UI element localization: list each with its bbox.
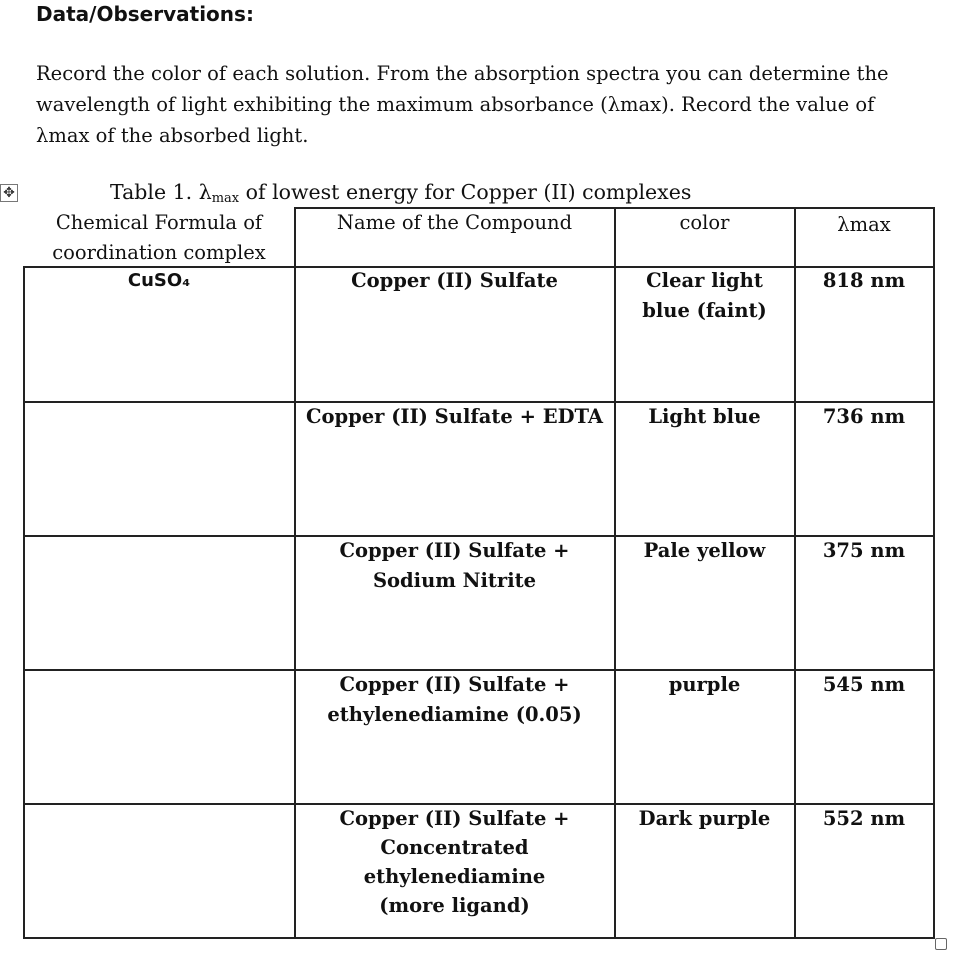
row1-lmax: 818 nm — [822, 269, 906, 292]
row3-color-line: Pale yellow — [643, 539, 766, 562]
header-formula-line2: coordination complex — [52, 241, 266, 264]
table-border-bottom — [23, 937, 935, 939]
caption-subscript: max — [211, 191, 240, 206]
row2-name-line: Copper (II) Sulfate + EDTA — [305, 405, 604, 428]
row3-name-line: Sodium Nitrite — [372, 569, 537, 592]
row4-name-line: Copper (II) Sulfate + — [339, 673, 570, 696]
row5-name-line: Concentrated — [380, 836, 529, 859]
row2-color — [615, 402, 794, 432]
row1-color — [615, 266, 794, 326]
row5-name-line: ethylenediamine — [363, 865, 546, 888]
row3-lmax: 375 nm — [822, 539, 906, 562]
row5-name-line: (more ligand) — [379, 894, 530, 917]
row4-name-line: ethylenediamine (0.05) — [327, 703, 582, 726]
row2-color-line: Light blue — [648, 405, 761, 428]
row5-color-line: Dark purple — [638, 807, 771, 830]
row5-name — [295, 804, 614, 920]
row1-color-line: blue (faint) — [642, 299, 767, 322]
header-name: Name of the Compound — [336, 211, 573, 234]
table-border-right — [933, 207, 935, 939]
header-formula-line1: Chemical Formula of — [55, 211, 263, 234]
caption-suffix: of lowest energy for Copper (II) complexes — [239, 180, 692, 204]
instructions-paragraph: Record the color of each solution. From the absorption spectra you can determine the wavelength of light exhibiting the maximum absorbance (λmax). Record the value of λmax of the absorbed light. — [36, 62, 889, 147]
row1-name — [295, 266, 614, 296]
row3-name-line: Copper (II) Sulfate + — [339, 539, 570, 562]
section-heading: Data/Observations: — [36, 2, 254, 26]
header-color: color — [679, 211, 730, 234]
row5-name-line: Copper (II) Sulfate + — [339, 807, 570, 830]
row1-name-line: Copper (II) Sulfate — [351, 269, 558, 292]
row1-color-line: Clear light — [646, 269, 763, 292]
row1-formula: CuSO₄ — [127, 270, 191, 291]
resize-handle-icon[interactable] — [935, 938, 947, 950]
row2-name — [295, 402, 614, 432]
row2-lmax: 736 nm — [822, 405, 906, 428]
row4-lmax: 545 nm — [822, 673, 906, 696]
caption-prefix: Table 1. λ — [110, 180, 212, 204]
header-formula — [24, 208, 294, 268]
row3-name — [295, 536, 614, 596]
move-arrows-icon[interactable]: ✥ — [0, 184, 18, 202]
row4-color — [615, 670, 794, 700]
table-border-left — [23, 266, 25, 939]
row4-color-line: purple — [668, 673, 741, 696]
row3-color — [615, 536, 794, 566]
row5-color — [615, 804, 794, 834]
header-lmax: λmax — [837, 213, 891, 236]
row5-lmax: 552 nm — [822, 807, 906, 830]
row4-name — [295, 670, 614, 730]
